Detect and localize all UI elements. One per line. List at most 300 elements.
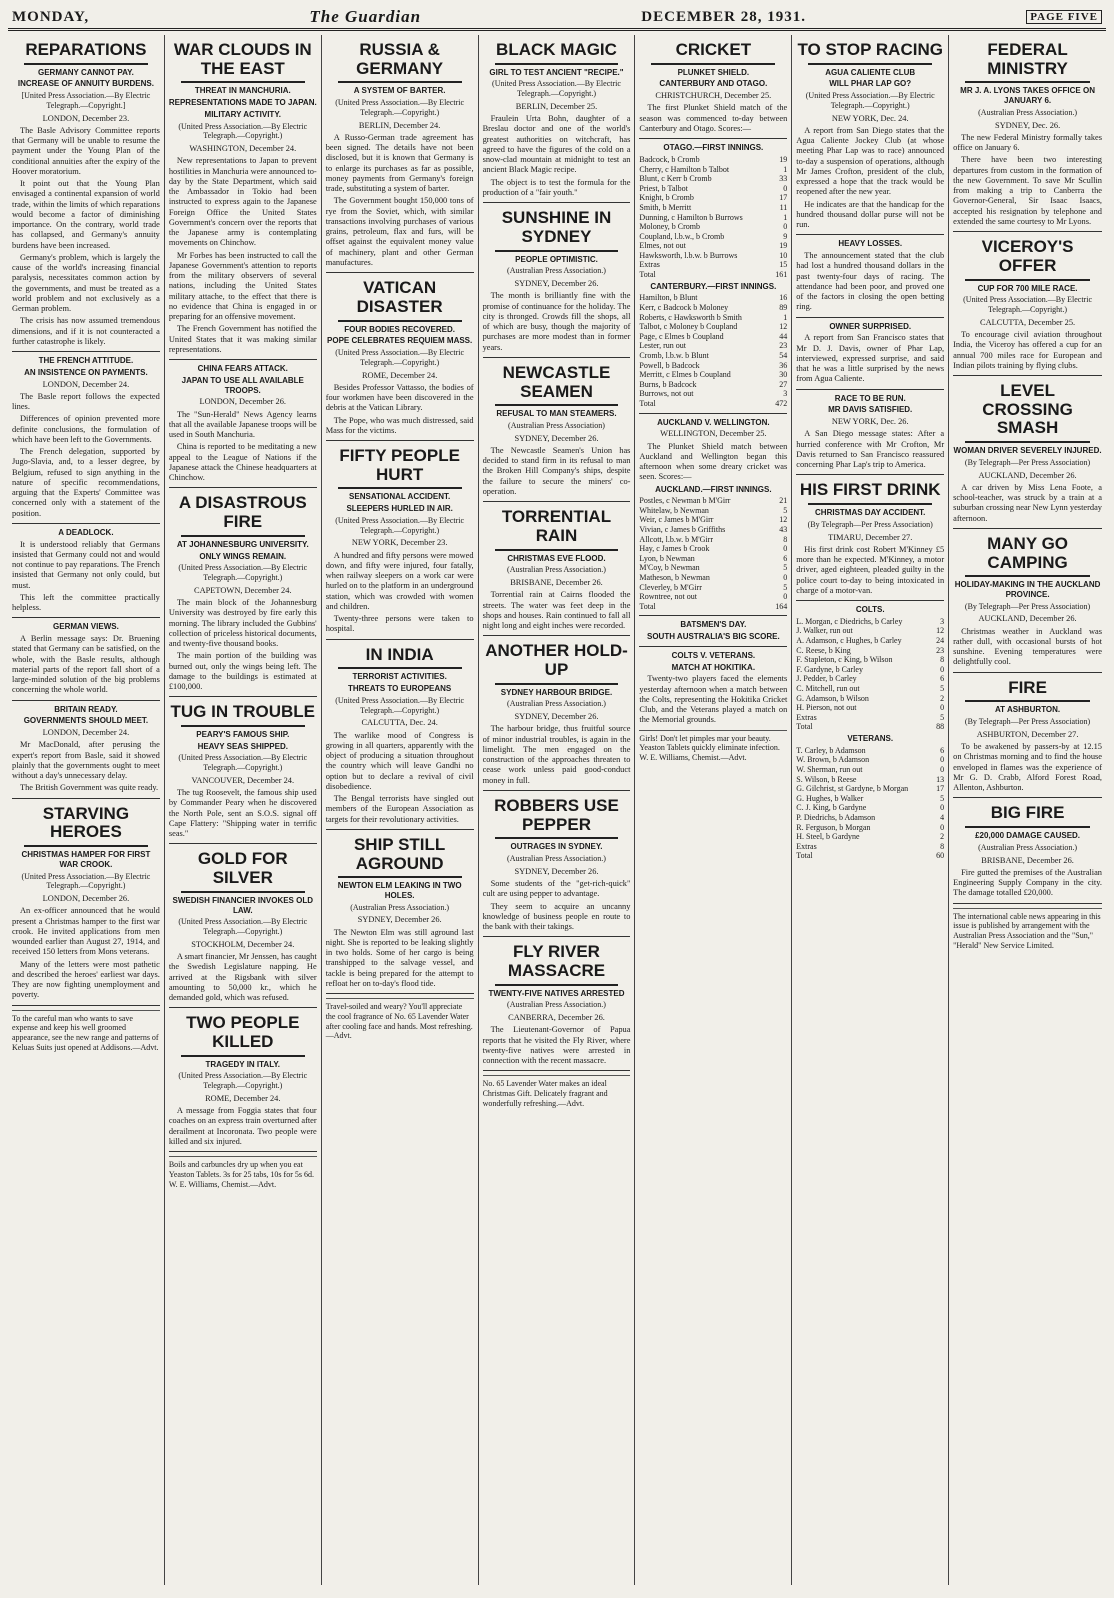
score-batsman: Extras: [796, 841, 817, 851]
score-row: [639, 313, 787, 323]
score-row: [796, 703, 944, 713]
headline: FIRE: [1008, 677, 1047, 697]
dateline: NEW YORK, Dec. 24.: [831, 113, 909, 123]
subheading: COLTS.: [855, 605, 885, 615]
score-runs: 16: [779, 293, 788, 303]
score-batsman: Whitelaw, b Newman: [639, 505, 709, 515]
paragraph: A message from Foggia states that four coaches on an express train overturned after derailment at Incoronata. Two people were killed and six injured.: [168, 1106, 317, 1146]
dateline: LONDON, December 26.: [42, 894, 130, 904]
score-batsman: Burrows, not out: [639, 389, 694, 399]
article-divider: [169, 1151, 317, 1152]
score-row: [796, 746, 944, 756]
score-row: [639, 535, 787, 545]
advertisement: Travel-soiled and weary? You'll appreciate the cool fragrance of No. 65 Lavender Water after cooling face and hands. Most refreshing.—Advt.: [326, 998, 474, 1041]
score-batsman: T. Carley, b Adamson: [796, 745, 866, 755]
paragraph: Some students of the "get-rich-quick" cult are using pepper to advantage.: [482, 879, 631, 899]
headline-rule: [338, 81, 462, 83]
score-row: [796, 646, 944, 656]
paragraph: The crisis has now assumed tremendous dimensions, and if it is not counteracted a further catastrophe is likely.: [12, 316, 160, 346]
score-batsman: Badcock, b Cromb: [639, 154, 700, 164]
score-batsman: Burns, b Badcock: [639, 379, 697, 389]
dateline: BERLIN, December 25.: [515, 101, 598, 111]
article: [483, 943, 631, 1066]
headline-rule: [495, 837, 619, 839]
scorecard-veterans: [796, 746, 944, 861]
subheading: CHRISTMAS DAY ACCIDENT.: [815, 508, 926, 518]
article: [326, 447, 474, 635]
dateline: SYDNEY, December 26.: [357, 915, 442, 925]
headline: MANY GO CAMPING: [987, 533, 1069, 572]
score-batsman: Knight, b Cromb: [639, 193, 694, 203]
score-row: [639, 165, 787, 175]
paragraph: Mr MacDonald, after perusing the expert's report from Basle, said it showed plainly that the governments ought to meet without a day's unnecessary delay.: [12, 740, 160, 781]
score-row: [639, 203, 787, 213]
score-row: [796, 655, 944, 665]
advertisement: The international cable news appearing in this issue is published by arrangement with the Australian Press Association and the "Sun," "Herald" New Service Limited.: [953, 908, 1102, 951]
subheading: WILL PHAR LAP GO?: [829, 79, 912, 89]
press-credit: (United Press Association.—By Electric Telegraph.—Copyright.): [335, 515, 465, 535]
score-runs: 0: [940, 703, 945, 713]
advertisement: To the careful man who wants to save expense and keep his well groomed appearance, see the new range and patterns of Keluas Suits just opened at Addisons.—Advt.: [12, 1010, 160, 1053]
score-runs: 6: [940, 745, 945, 755]
subheading: OUTRAGES IN SYDNEY.: [510, 842, 603, 852]
score-runs: 5: [940, 684, 945, 694]
paragraph: A Russo-German trade agreement has been signed. The details have not been disclosed, but it is known that Germany is to enlarge its purchases as far as possible, money payments from Germany's foreign trade, substituting a system of barter.: [325, 132, 474, 194]
score-runs: 0: [783, 222, 788, 232]
dateline: ASHBURTON, December 27.: [976, 729, 1079, 739]
article-divider: [169, 487, 317, 488]
score-batsman: Merritt, c Elmes b Coupland: [639, 370, 731, 380]
score-runs: 19: [779, 241, 788, 251]
subheading: BATSMEN'S DAY.: [680, 620, 747, 630]
score-runs: 1: [783, 212, 788, 222]
score-runs: 0: [940, 764, 945, 774]
score-runs: 0: [783, 573, 788, 583]
headline-rule: [965, 441, 1090, 443]
dateline: CHRISTCHURCH, December 25.: [655, 91, 772, 101]
page-number: PAGE FIVE: [1026, 10, 1102, 24]
subheading: REFUSAL TO MAN STEAMERS.: [496, 409, 617, 419]
score-runs: 23: [936, 645, 945, 655]
score-row: [796, 832, 944, 842]
score-batsman: Smith, b Merritt: [639, 202, 692, 212]
score-row: [639, 399, 787, 409]
subheading: MILITARY ACTIVITY.: [204, 109, 281, 119]
score-batsman: Total: [796, 722, 813, 732]
score-batsman: Roberts, c Hawksworth b Smith: [639, 312, 742, 322]
score-runs: 0: [783, 183, 788, 193]
press-credit: (Australian Press Association): [508, 420, 605, 430]
dateline: VANCOUVER, December 24.: [191, 775, 295, 785]
dateline: ROME, December 24.: [361, 370, 438, 380]
subheading: SLEEPERS HURLED IN AIR.: [346, 504, 453, 514]
score-batsman: R. Ferguson, b Morgan: [796, 822, 871, 832]
paragraph: The new Federal Ministry formally takes office on January 6.: [953, 132, 1102, 153]
newspaper-page: [8, 6, 1106, 1586]
masthead: [8, 6, 1106, 31]
subheading: SENSATIONAL ACCIDENT.: [349, 492, 451, 502]
paragraph: A hundred and fifty persons were mowed down, and fifty were injured, four fatally, when railway sleepers on a work car were hurled on to the platform in an underground station, which was crowded with women and children.: [325, 550, 474, 611]
score-row: [639, 361, 787, 371]
paragraph: Differences of opinion prevented more definite conclusions, the formulation of which have been left to the Governments.: [12, 414, 160, 444]
subheading: POPE CELEBRATES REQUIEM MASS.: [327, 336, 473, 346]
score-batsman: Blunt, c Kerr b Cromb: [639, 174, 712, 184]
score-runs: 1: [783, 164, 788, 174]
score-runs: 6: [783, 553, 788, 563]
advertisement: Girls! Don't let pimples mar your beauty. Yeaston Tablets quickly eliminate infection. W. E. Williams, Chemist.—Advt.: [639, 730, 787, 763]
paragraph: The Basle Advisory Committee reports that Germany will be unable to resume the payment under the Young Plan of the conditional annuities after the expiry of the Hoover moratorium.: [12, 125, 160, 176]
paragraph: The month is brilliantly fine with the promise of continuance for the holiday. The city is thronged. Crowds fill the shops, all of which are busy, though the majority of purchases are more modest than in former years.: [482, 291, 631, 352]
headline: ROBBERS USE PEPPER: [494, 795, 619, 834]
score-batsman: G. Gilchrist, st Gardyne, b Morgan: [796, 784, 909, 794]
paragraph: The Newton Elm was still aground last night. She is reported to be leaking slightly in two holds. Some of her cargo is being transhipped to the salvage vessel, and tackle is being prepared for the attempt to refloat her on to-day's flood tide.: [325, 927, 474, 988]
article-divider: [639, 413, 787, 414]
paragraph: This left the committee practically helpless.: [12, 592, 160, 613]
paragraph: New representations to Japan to prevent hostilities in Manchuria were announced to-day by the State Department, which said the Ambassador in Tokio had been instructed to express again to the Japanese Foreign Office the United States Government's concern over the reports that the Japanese army is contemplating movements on Chinchow.: [168, 156, 317, 248]
press-credit: (United Press Association.—By Electric Telegraph.—Copyright.): [178, 121, 308, 141]
score-row: [639, 563, 787, 573]
article-divider: [796, 234, 944, 235]
score-batsman: J. Pedder, b Carley: [796, 674, 857, 684]
paragraph: The Newcastle Seamen's Union has decided to stand firm in its refusal to man the Broken Hill Company's ships, despite the failure to secure the miners' co-operation.: [482, 445, 631, 496]
score-batsman: Weir, c James b M'Girr: [639, 515, 714, 525]
subheading: THE FRENCH ATTITUDE.: [38, 356, 134, 366]
article: [483, 364, 631, 497]
article-divider: [796, 317, 944, 318]
press-credit: (United Press Association.—By Electric Telegraph.—Copyright.): [335, 348, 465, 367]
score-batsman: Lyon, b Newman: [639, 553, 695, 563]
paragraph: To encourage civil aviation throughout India, the Viceroy has offered a cup for an annual 700 miles race for European and Indian pilots training by flying clubs.: [953, 330, 1102, 370]
article: [169, 494, 317, 692]
article-divider: [12, 617, 160, 618]
headline-rule: [338, 667, 462, 669]
dateline: WASHINGTON, December 24.: [189, 144, 297, 154]
score-runs: 17: [936, 784, 945, 794]
score-runs: 15: [779, 260, 788, 270]
headline-rule: [181, 535, 305, 537]
article: [639, 41, 787, 134]
subheading: MR DAVIS SATISFIED.: [828, 405, 913, 415]
headline-rule: [965, 700, 1090, 702]
subheading: REPRESENTATIONS MADE TO JAPAN.: [168, 98, 317, 108]
subheading: TRAGEDY IN ITALY.: [205, 1059, 281, 1069]
score-batsman: G. Hughes, b Walker: [796, 793, 864, 803]
subheading: A SYSTEM OF BARTER.: [353, 86, 446, 96]
headline-rule: [181, 891, 305, 893]
column-4: [479, 35, 636, 1585]
headline: TO STOP RACING: [797, 40, 943, 59]
score-row: [639, 544, 787, 554]
press-credit: (By Telegraph—Per Press Association): [964, 717, 1091, 727]
score-runs: 36: [779, 360, 788, 370]
score-row: [639, 303, 787, 313]
headline-rule: [181, 1055, 305, 1057]
score-runs: 0: [940, 803, 945, 813]
score-row: [796, 713, 944, 723]
score-row: [639, 222, 787, 232]
subheading: INCREASE OF ANNUITY BURDENS.: [17, 79, 154, 89]
article-divider: [12, 351, 160, 352]
paragraph: Many of the letters were most pathetic and described the heroes' earliest war days. They are now fighting unemployment and poverty.: [12, 959, 160, 1000]
subheading: GOVERNMENTS SHOULD MEET.: [23, 716, 149, 726]
score-runs: 12: [779, 322, 788, 332]
subheading: VETERANS.: [847, 734, 894, 743]
score-runs: 3: [940, 616, 945, 626]
score-batsman: Lester, run out: [639, 341, 686, 351]
subheading: MATCH AT HOKITIKA.: [671, 662, 756, 672]
article: [953, 41, 1102, 227]
headline: FEDERAL MINISTRY: [987, 40, 1068, 78]
article-divider: [953, 528, 1102, 529]
score-runs: 472: [775, 398, 788, 408]
article: [483, 41, 631, 198]
score-runs: 8: [940, 655, 945, 665]
press-credit: (United Press Association.—By Electric Telegraph.—Copyright.): [963, 295, 1092, 314]
score-runs: 164: [775, 601, 788, 611]
article: [12, 356, 160, 519]
headline-rule: [338, 320, 462, 322]
dateline: SYDNEY, December 26.: [514, 279, 599, 289]
score-row: [796, 694, 944, 704]
dateline: CANBERRA, December 26.: [508, 1013, 605, 1023]
article: [169, 364, 317, 483]
scorecard-colts: [796, 617, 944, 732]
headline: VATICAN DISASTER: [356, 278, 443, 316]
headline: A DISASTROUS FIRE: [178, 493, 307, 532]
dateline: CALCUTTA, Dec. 24.: [361, 718, 438, 728]
score-batsman: Hay, c James b Crook: [639, 544, 710, 554]
press-credit: (Australian Press Association.): [507, 854, 606, 864]
paragraph: There have been two interesting departures from custom in the formation of the new Government. To save Mr Scullin from making a trip to Canberra the Governor-General, Sir Isaac Isaacs, accepted his resignation by telephone and extended the same courtesy to Mr Lyons.: [953, 155, 1102, 226]
score-row: [639, 322, 787, 332]
article: [796, 41, 944, 230]
article-divider: [12, 1005, 160, 1006]
article-divider: [12, 798, 160, 799]
paragraph: The French Government has notified the United States that it was making similar representations.: [168, 324, 317, 354]
press-credit: (United Press Association.—By Electric Telegraph.—Copyright.): [178, 563, 308, 582]
dateline: NEW YORK, December 23.: [351, 538, 448, 548]
paragraph: A San Diego message states: After a hurried conference with Mr Crofton, Mr Davis returned to San Francisco reassured concerning Phar Lap's trip to America.: [796, 429, 945, 470]
article: [953, 679, 1102, 794]
score-batsman: Elmes, not out: [639, 241, 686, 251]
headline-rule: [965, 279, 1090, 281]
score-batsman: F. Gardyne, b Carley: [796, 664, 863, 674]
article-divider: [483, 936, 631, 937]
subheading: SYDNEY HARBOUR BRIDGE.: [500, 687, 613, 697]
subheading: THREATS TO EUROPEANS: [347, 684, 452, 694]
score-runs: 6: [940, 674, 945, 684]
score-runs: 0: [940, 664, 945, 674]
paragraph: The tug Roosevelt, the famous ship used by Commander Peary when he discovered the North Pole, sent an S.O.S. signal off Cape Flattery: "Shipping water in terrific seas.": [168, 788, 317, 839]
headline: RUSSIA & GERMANY: [356, 40, 444, 78]
score-batsman: Moloney, b Cromb: [639, 222, 701, 232]
dateline: STOCKHOLM, December 24.: [191, 939, 295, 949]
score-row: [796, 823, 944, 833]
score-batsman: Rowntree, not out: [639, 592, 697, 602]
article: [483, 209, 631, 353]
dateline: CALCUTTA, December 25.: [979, 317, 1076, 327]
headline-rule: [495, 683, 619, 685]
article-divider: [953, 231, 1102, 232]
dateline: SYDNEY, December 26.: [514, 866, 599, 876]
headline-rule: [495, 549, 619, 551]
article-divider: [326, 993, 474, 994]
score-runs: 54: [779, 350, 788, 360]
headline: SUNSHINE IN SYDNEY: [501, 208, 612, 246]
dateline: WELLINGTON, December 25.: [660, 429, 767, 439]
press-credit: (Australian Press Association.): [978, 107, 1077, 117]
paragraph: Besides Professor Vattasso, the bodies of four workmen have been discovered in the debris at the Vatican Library.: [325, 382, 474, 413]
score-batsman: Coupland, l.b.w., b Cromb: [639, 231, 725, 241]
headline: TORRENTIAL RAIN: [501, 507, 612, 545]
subheading: WOMAN DRIVER SEVERELY INJURED.: [953, 446, 1102, 456]
scorecard-otago: [639, 155, 787, 280]
subheading: THREAT IN MANCHURIA.: [194, 86, 291, 96]
score-runs: 1: [783, 312, 788, 322]
score-row: [639, 380, 787, 390]
score-runs: 161: [775, 270, 788, 280]
score-batsman: Page, c Elmes b Coupland: [639, 331, 724, 341]
headline: BIG FIRE: [990, 803, 1065, 823]
column-2: [165, 35, 322, 1585]
press-credit: (Australian Press Association.): [507, 565, 606, 575]
score-runs: 12: [779, 515, 788, 525]
subheading: AGUA CALIENTE CLUB: [825, 67, 916, 77]
score-runs: 13: [936, 774, 945, 784]
subheading: AT ASHBURTON.: [994, 705, 1061, 715]
score-runs: 2: [940, 832, 945, 842]
article: [483, 508, 631, 631]
paragraph: The Bengal terrorists have singled out members of the European Association as targets for their revolutionary activities.: [325, 794, 474, 824]
article: [12, 528, 160, 614]
score-batsman: Cleverley, b M'Girr: [639, 582, 702, 592]
article-divider: [953, 903, 1102, 904]
article-divider: [483, 501, 631, 502]
headline: FLY RIVER MASSACRE: [507, 942, 606, 980]
column-5: [635, 35, 792, 1585]
article-divider: [796, 474, 944, 475]
headline: BLACK MAGIC: [496, 40, 617, 59]
press-credit: (United Press Association.—By Electric Telegraph.—Copyright.): [335, 98, 465, 117]
dateline: LONDON, December 24.: [42, 728, 130, 738]
score-row: [639, 515, 787, 525]
score-batsman: S. Wilson, b Reese: [796, 774, 857, 784]
paragraph: Mr Forbes has been instructed to call the Japanese Government's attention to reports from the military observers of several nations, including the United States military attache, to the effect that there is no evidence that China is engaged in or preparing for an offensive movement.: [168, 250, 317, 322]
paragraph: The object is to test the formula for the production of a "fair youth.": [482, 177, 631, 197]
subheading: JAPAN TO USE ALL AVAILABLE TROOPS.: [181, 375, 304, 395]
subheading: OTAGO.—FIRST INNINGS.: [663, 143, 764, 153]
score-row: [639, 155, 787, 165]
article-divider: [12, 700, 160, 701]
paragraph: Fire gutted the premises of the Australian Engineering Supply Company in the city. The damage totalled £20,000.: [953, 867, 1102, 898]
score-runs: 9: [783, 231, 788, 241]
press-credit: (United Press Association.—By Electric Telegraph.—Copyright.): [21, 871, 151, 891]
subheading: GIRL TO TEST ANCIENT "RECIPE.": [489, 67, 624, 77]
score-row: [639, 554, 787, 564]
article-divider: [326, 639, 474, 640]
score-runs: 44: [779, 331, 788, 341]
score-batsman: P. Diedrichs, b Adamson: [796, 812, 876, 822]
subheading: HEAVY SEAS SHIPPED.: [197, 741, 288, 751]
score-batsman: Vivian, c James b Griffiths: [639, 525, 726, 535]
score-row: [639, 573, 787, 583]
paragraph: The announcement stated that the club had lost a hundred thousand dollars in the past twenty-four days of racing. The attendance had been poor, and proved one of the factors in closing the open betting ring.: [796, 251, 945, 312]
score-batsman: H. Pierson, not out: [796, 703, 857, 713]
score-row: [639, 251, 787, 261]
dateline: TIMARU, December 27.: [828, 532, 913, 542]
score-runs: 27: [779, 379, 788, 389]
score-runs: 0: [940, 822, 945, 832]
score-row: [639, 583, 787, 593]
subheading: CHRISTMAS EVE FLOOD.: [507, 553, 606, 563]
masthead-title: The Guardian: [309, 7, 422, 26]
subheading: SWEDISH FINANCIER INVOKES OLD LAW.: [172, 895, 313, 915]
article-divider: [326, 440, 474, 441]
article-divider: [639, 138, 787, 139]
headline: REPARATIONS: [25, 40, 147, 59]
article: [796, 322, 944, 385]
score-runs: 5: [783, 582, 788, 592]
subheading: TERRORIST ACTIVITIES.: [352, 672, 447, 682]
article-divider: [483, 790, 631, 791]
article: [12, 622, 160, 695]
score-row: [796, 765, 944, 775]
score-row: [796, 851, 944, 861]
article-divider: [483, 635, 631, 636]
article-divider: [639, 615, 787, 616]
paragraph: A report from San Diego states that the Agua Caliente Jockey Club (at whose meeting Phar Lap was to race) announced to-day a suspension of operations, although Mr James Crofton, president of the club, expressed a hope that the track would be reopened after the new year.: [796, 125, 945, 197]
score-row: [796, 684, 944, 694]
column-1: [8, 35, 165, 1585]
score-row: [639, 602, 787, 612]
score-row: [796, 755, 944, 765]
score-row: [796, 803, 944, 813]
subheading: PEARY'S FAMOUS SHIP.: [196, 729, 290, 739]
press-credit: (By Telegraph—Per Press Association): [964, 457, 1091, 467]
headline: TUG IN TROUBLE: [170, 702, 316, 722]
score-runs: 0: [783, 592, 788, 602]
dateline: SYDNEY, December 26.: [514, 433, 599, 443]
score-row: [639, 592, 787, 602]
article: [796, 481, 944, 596]
headline: LEVEL CROSSING SMASH: [982, 381, 1073, 438]
score-batsman: M'Coy, b Newman: [639, 563, 700, 573]
score-row: [796, 674, 944, 684]
score-row: [639, 174, 787, 184]
score-batsman: C. Mitchell, run out: [796, 684, 860, 694]
headline: VICEROY'S OFFER: [981, 237, 1074, 275]
subheading: CANTERBURY.—FIRST INNINGS.: [650, 281, 777, 291]
paragraph: Torrential rain at Cairns flooded the streets. The water was feet deep in the shops and houses. Rain continued to fall all night long and eight inches were recorded.: [482, 590, 631, 631]
headline-rule: [181, 81, 305, 83]
article: [326, 836, 474, 989]
score-runs: 5: [783, 563, 788, 573]
subheading: ONLY WINGS REMAIN.: [199, 551, 287, 561]
headline: STARVING HEROES: [42, 803, 130, 842]
paragraph: He indicates are that the handicap for the hundred thousand dollar purse will not be run.: [796, 199, 945, 230]
score-batsman: Cromb, l.b.w. b Blunt: [639, 350, 709, 360]
subheading: A DEADLOCK.: [58, 527, 114, 537]
article: [796, 394, 944, 471]
subheading: MR J. A. LYONS TAKES OFFICE ON JANUARY 6.: [960, 86, 1095, 106]
score-runs: 4: [940, 812, 945, 822]
press-credit: (Australian Press Association.): [507, 266, 606, 276]
article-divider: [326, 829, 474, 830]
dateline: LONDON, December 26.: [199, 397, 287, 407]
article-divider: [953, 672, 1102, 673]
column-3: [322, 35, 479, 1585]
score-runs: 0: [940, 755, 945, 765]
